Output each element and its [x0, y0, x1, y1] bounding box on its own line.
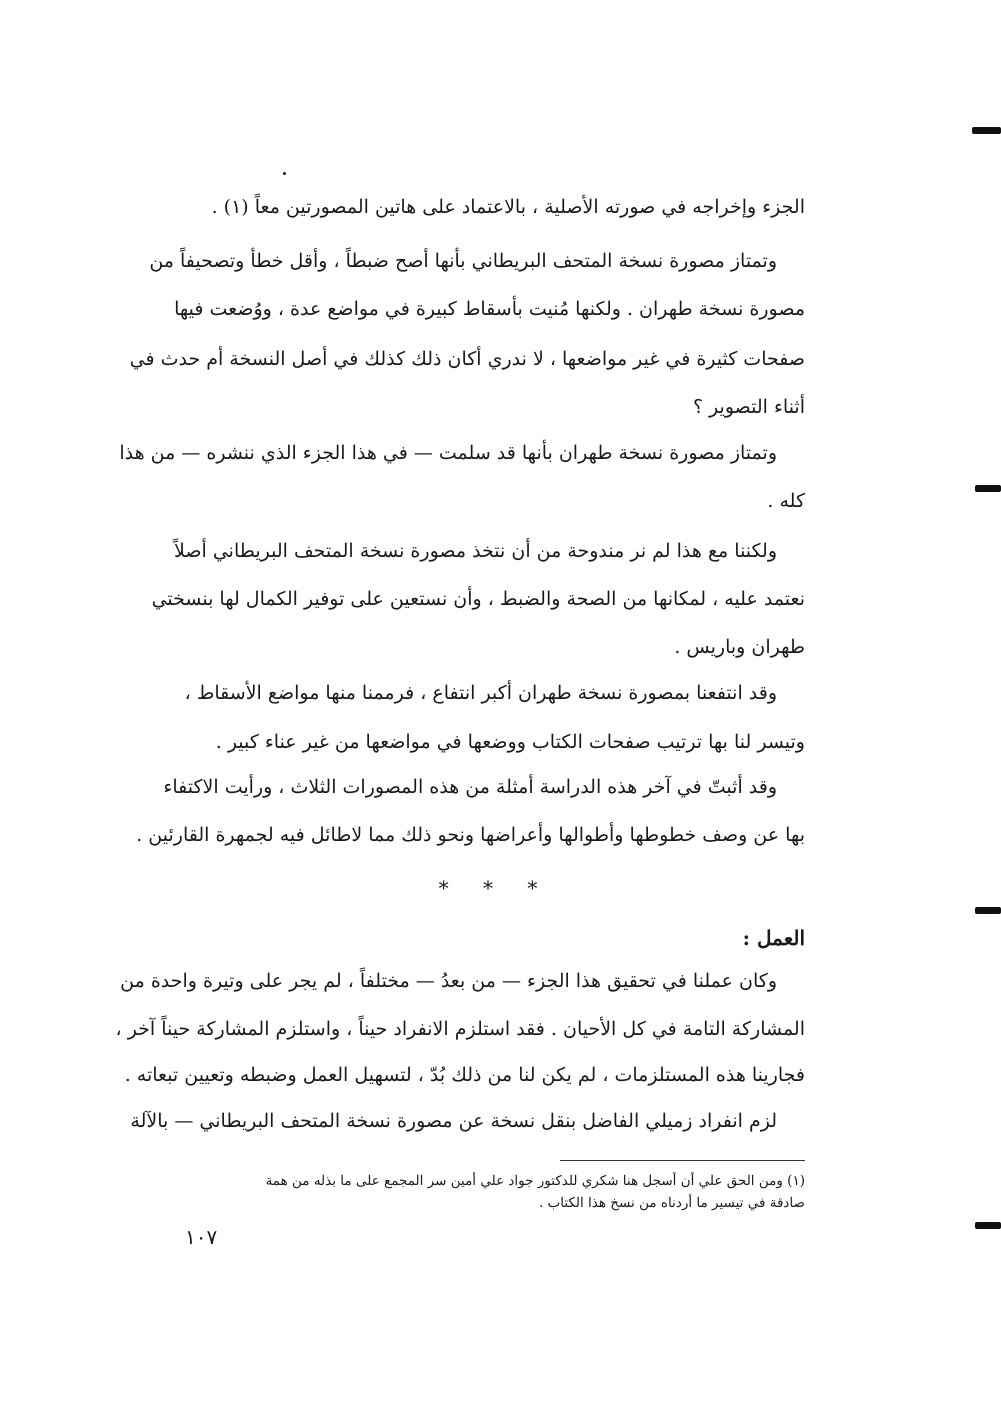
paragraph-line: لزم انفراد زميلي الفاضل بنقل نسخة عن مصورة نسخة المتحف البريطاني — بالآلة: [130, 1110, 777, 1132]
paragraph-line: كله .: [767, 490, 805, 512]
footnote-divider: [560, 1160, 805, 1161]
paragraph-line: أثناء التصوير ؟: [692, 396, 805, 418]
paragraph-line: وكان عملنا في تحقيق هذا الجزء — من بعدُ — مختلفاً ، لم يجر على وتيرة واحدة من: [120, 970, 777, 992]
scan-edge-mark: [975, 485, 1001, 492]
paragraph-line: المشاركة التامة في كل الأحيان . فقد استلزم الانفراد حيناً ، واستلزم المشاركة حيناً آخر ،: [115, 1018, 805, 1040]
section-heading: العمل :: [742, 926, 805, 950]
footnote-line: (١) ومن الحق علي أن أسجل هنا شكري للدكتور جواد علي أمين سر المجمع على ما بذله من همة: [265, 1173, 805, 1189]
section-separator: * * *: [438, 876, 552, 900]
paragraph-line: طهران وباريس .: [674, 636, 805, 658]
scan-edge-mark: [972, 127, 1001, 134]
scan-edge-mark: [975, 1222, 1001, 1229]
paragraph-line: صفحات كثيرة في غير مواضعها ، لا ندري أكان ذلك كذلك في أصل النسخة أم حدث في: [129, 348, 805, 370]
paragraph-line: الجزء وإخراجه في صورته الأصلية ، بالاعتماد على هاتين المصورتين معاً (١) .: [211, 196, 805, 218]
paragraph-line: فجارينا هذه المستلزمات ، لم يكن لنا من ذلك بُدّ ، لتسهيل العمل وضبطه وتعيين تبعاته .: [124, 1064, 805, 1086]
paragraph-line: وتمتاز مصورة نسخة طهران بأنها قد سلمت — في هذا الجزء الذي ننشره — من هذا: [119, 442, 777, 464]
paragraph-line: مصورة نسخة طهران . ولكنها مُنيت بأسقاط كبيرة في مواضع عدة ، ووُضعت فيها: [174, 298, 805, 320]
paragraph-line: وتمتاز مصورة نسخة المتحف البريطاني بأنها أصح ضبطاً ، وأقل خطأ وتصحيفاً من: [149, 250, 777, 272]
scan-edge-mark: [975, 907, 1001, 914]
paragraph-line: وقد انتفعنا بمصورة نسخة طهران أكبر انتفاع ، فرممنا منها مواضع الأسقاط ،: [184, 682, 777, 704]
footnote-line: صادقة في تيسير ما أردناه من نسخ هذا الكتاب .: [538, 1195, 805, 1211]
paragraph-line: نعتمد عليه ، لمكانها من الصحة والضبط ، وأن نستعين على توفير الكمال لها بنسختي: [151, 588, 805, 610]
footnote: [170, 1170, 805, 1214]
paragraph-line: ولكننا مع هذا لم نر مندوحة من أن نتخذ مصورة نسخة المتحف البريطاني أصلاً: [174, 540, 777, 562]
paragraph-line: بها عن وصف خطوطها وأطوالها وأعراضها ونحو ذلك مما لاطائل فيه لجمهرة القارئين .: [136, 824, 805, 846]
page-number: ١٠٧: [185, 1225, 218, 1249]
scan-speck: [283, 172, 286, 175]
paragraph-line: وقد أثبتّ في آخر هذه الدراسة أمثلة من هذه المصورات الثلاث ، ورأيت الاكتفاء: [163, 776, 777, 798]
paragraph-line: وتيسر لنا بها ترتيب صفحات الكتاب ووضعها في مواضعها من غير عناء كبير .: [215, 731, 805, 753]
